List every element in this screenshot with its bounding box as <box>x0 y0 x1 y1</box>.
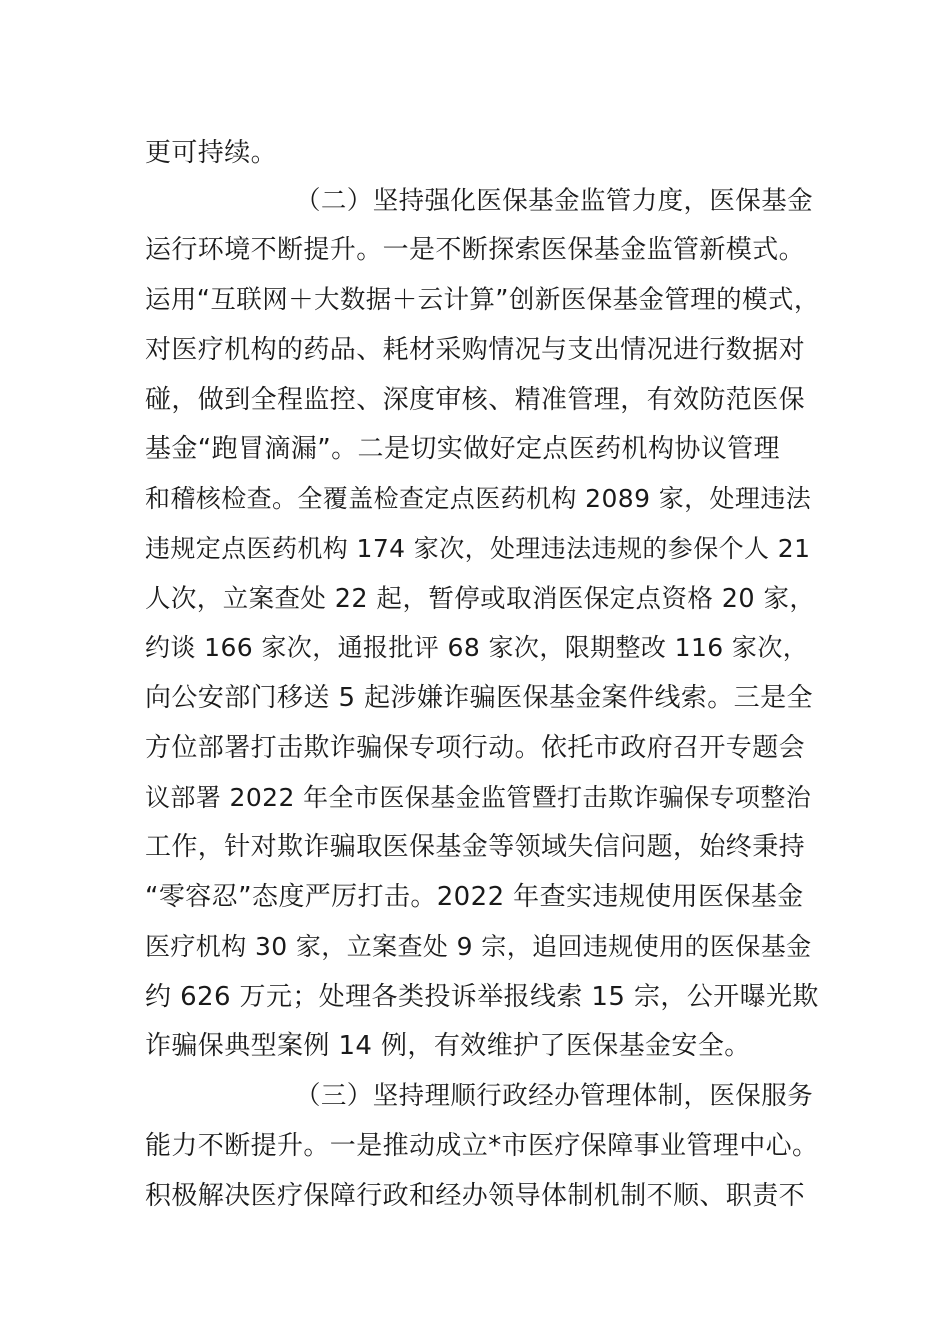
text-line: 对医疗机构的药品、耗材采购情况与支出情况进行数据对 <box>145 335 806 365</box>
section-heading-two: （二）坚持强化医保基金监管力度，医保基金 <box>295 186 814 216</box>
text-line: 医疗机构 30 家，立案查处 9 宗，追回违规使用的医保基金 <box>145 932 812 961</box>
text-line: 碰，做到全程监控、深度审核、精准管理，有效防范医保 <box>145 385 806 415</box>
text-line: 工作，针对欺诈骗取医保基金等领域失信问题，始终秉持 <box>145 832 806 862</box>
text-line: “零容忍”态度严厉打击。2022 年查实违规使用医保基金 <box>145 882 804 912</box>
text-line: 议部署 2022 年全市医保基金监管暨打击欺诈骗保专项整治 <box>145 783 812 812</box>
text-line: 人次，立案查处 22 起，暂停或取消医保定点资格 20 家， <box>145 584 816 614</box>
text-line: 约谈 166 家次，通报批评 68 家次，限期整改 116 家次， <box>145 633 809 662</box>
text-line: 方位部署打击欺诈骗保专项行动。依托市政府召开专题会 <box>145 733 806 763</box>
text-line: 运用“互联网＋大数据＋云计算”创新医保基金管理的模式， <box>145 285 820 315</box>
text-line: 更可持续。 <box>145 138 278 168</box>
text-line: 向公安部门移送 5 起涉嫌诈骗医保基金案件线索。三是全 <box>145 683 813 713</box>
text-line: 和稽核检查。全覆盖检查定点医药机构 2089 家，处理违法 <box>145 484 812 513</box>
text-line: 约 626 万元；处理各类投诉举报线索 15 宗，公开曝光欺 <box>145 982 819 1012</box>
text-line: 诈骗保典型案例 14 例，有效维护了医保基金安全。 <box>145 1031 751 1061</box>
text-line: 基金“跑冒滴漏”。二是切实做好定点医药机构协议管理 <box>145 434 780 464</box>
section-heading-three: （三）坚持理顺行政经办管理体制，医保服务 <box>295 1081 814 1111</box>
text-line: 能力不断提升。一是推动成立*市医疗保障事业管理中心。 <box>145 1131 819 1161</box>
text-line: 违规定点医药机构 174 家次，处理违法违规的参保个人 21 <box>145 534 811 563</box>
text-line: 运行环境不断提升。一是不断探索医保基金监管新模式。 <box>145 235 806 265</box>
text-line: 积极解决医疗保障行政和经办领导体制机制不顺、职责不 <box>145 1181 806 1211</box>
